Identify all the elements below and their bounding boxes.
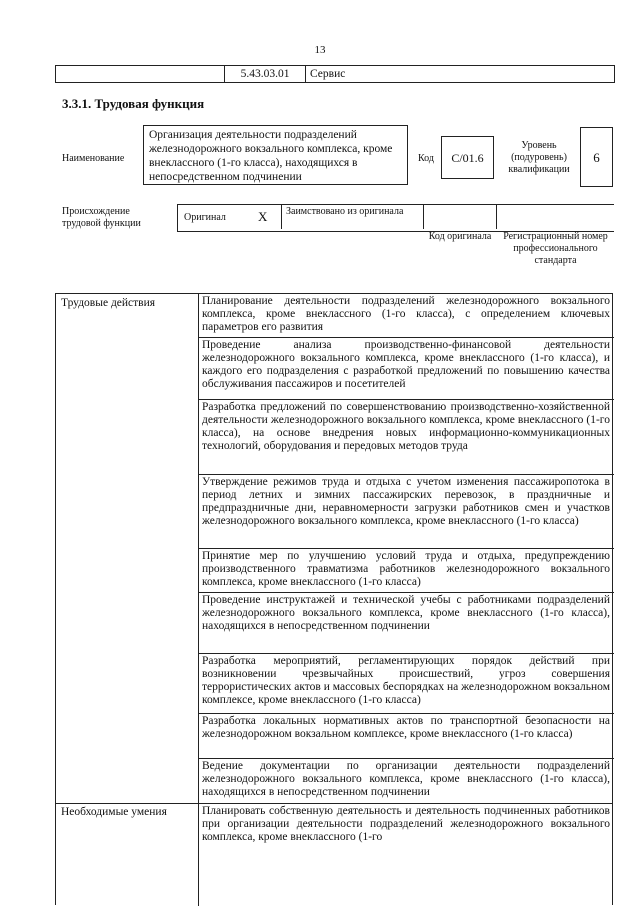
labor-action: Планирование деятельности подразделений железнодорожного вокзального комплекса, кроме внеклассного (1-го класса), с определением ключевых параметров его развития <box>202 295 610 333</box>
reg-number-label: Регистрационный номер профессионального стандарта <box>503 231 608 266</box>
labor-action: Разработка предложений по совершенствованию производственно-хозяйственной деятельности железнодорожного вокзального комплекса, кроме внеклассного (1-го класса), на основе внедрения новых информационно-коммуникационных технологий, оборудования и передовых методов труда <box>202 401 610 452</box>
skills-label: Необходимые умения <box>61 806 167 818</box>
origin-table <box>177 204 614 232</box>
occupation-name: Сервис <box>310 68 346 80</box>
qualification-level-label: Уровень (подуровень) квалификации <box>508 140 570 175</box>
code-original-label: Код оригинала <box>428 231 492 242</box>
labor-actions-label: Трудовые действия <box>61 297 156 309</box>
name-label: Наименование <box>62 153 125 164</box>
original-label: Оригинал <box>184 212 226 223</box>
labor-action: Проведение анализа производственно-финансовой деятельности железнодорожного вокзального комплекса, кроме внеклассного (1-го класса), и каждого его подразделения с разработкой предложений по повышению качества обслуживания пассажиров и посетителей <box>202 339 610 390</box>
labor-action: Утверждение режимов труда и отдыха с учетом изменения пассажиропотока в период летних и зимних пассажирских перевозок, в праздничные и предпраздничные дни, неравномерности загрузки работников смен и участков железнодорожного вокзального комплекса, кроме внеклассного (1-го класса) <box>202 476 610 527</box>
labor-action: Ведение документации по организации деятельности подразделений железнодорожного вокзального комплекса, кроме внеклассного (1-го класса), находящихся в непосредственном подчинении <box>202 760 610 798</box>
skill-item: Планировать собственную деятельность и деятельность подчиненных работников при организации деятельности подразделений железнодорожного вокзального комплекса, кроме внеклассного (1-го <box>202 805 610 843</box>
qualification-level: 6 <box>580 127 613 187</box>
page-number: 13 <box>314 44 326 56</box>
labor-action: Проведение инструктажей и технической учебы с работниками подразделений железнодорожного вокзального комплекса, кроме внеклассного (1-го класса), находящихся в непосредственном подчинении <box>202 594 610 632</box>
function-code: C/01.6 <box>441 136 494 179</box>
original-mark: X <box>258 209 268 224</box>
origin-label: Происхождение трудовой функции <box>62 206 141 229</box>
labor-action: Принятие мер по улучшению условий труда и отдыха, предупреждению производственного травматизма работников железнодорожного вокзального комплекса, кроме внеклассного (1-го класса) <box>202 550 610 588</box>
function-table <box>55 293 613 905</box>
borrowed-label: Заимствовано из оригинала <box>286 206 404 217</box>
code-label: Код <box>418 153 434 164</box>
occupation-code: 5.43.03.01 <box>224 66 306 82</box>
labor-action: Разработка мероприятий, регламентирующих порядок действий при возникновении чрезвычайных происшествий, угроз совершения террористических актов и массовых беспорядках на железнодорожном вокзальном комплексе, кроме внеклассного (1-го класса) <box>202 655 610 706</box>
function-name: Организация деятельности подразделений железнодорожного вокзального комплекса, кроме внеклассного (1-го класса), находящихся в непосредственном подчинении <box>143 125 408 185</box>
section-heading: 3.3.1. Трудовая функция <box>62 96 205 111</box>
code-row <box>55 65 615 83</box>
labor-action: Разработка локальных нормативных актов по транспортной безопасности на железнодорожном вокзальном комплексе, кроме внеклассного (1-го класса) <box>202 715 610 740</box>
